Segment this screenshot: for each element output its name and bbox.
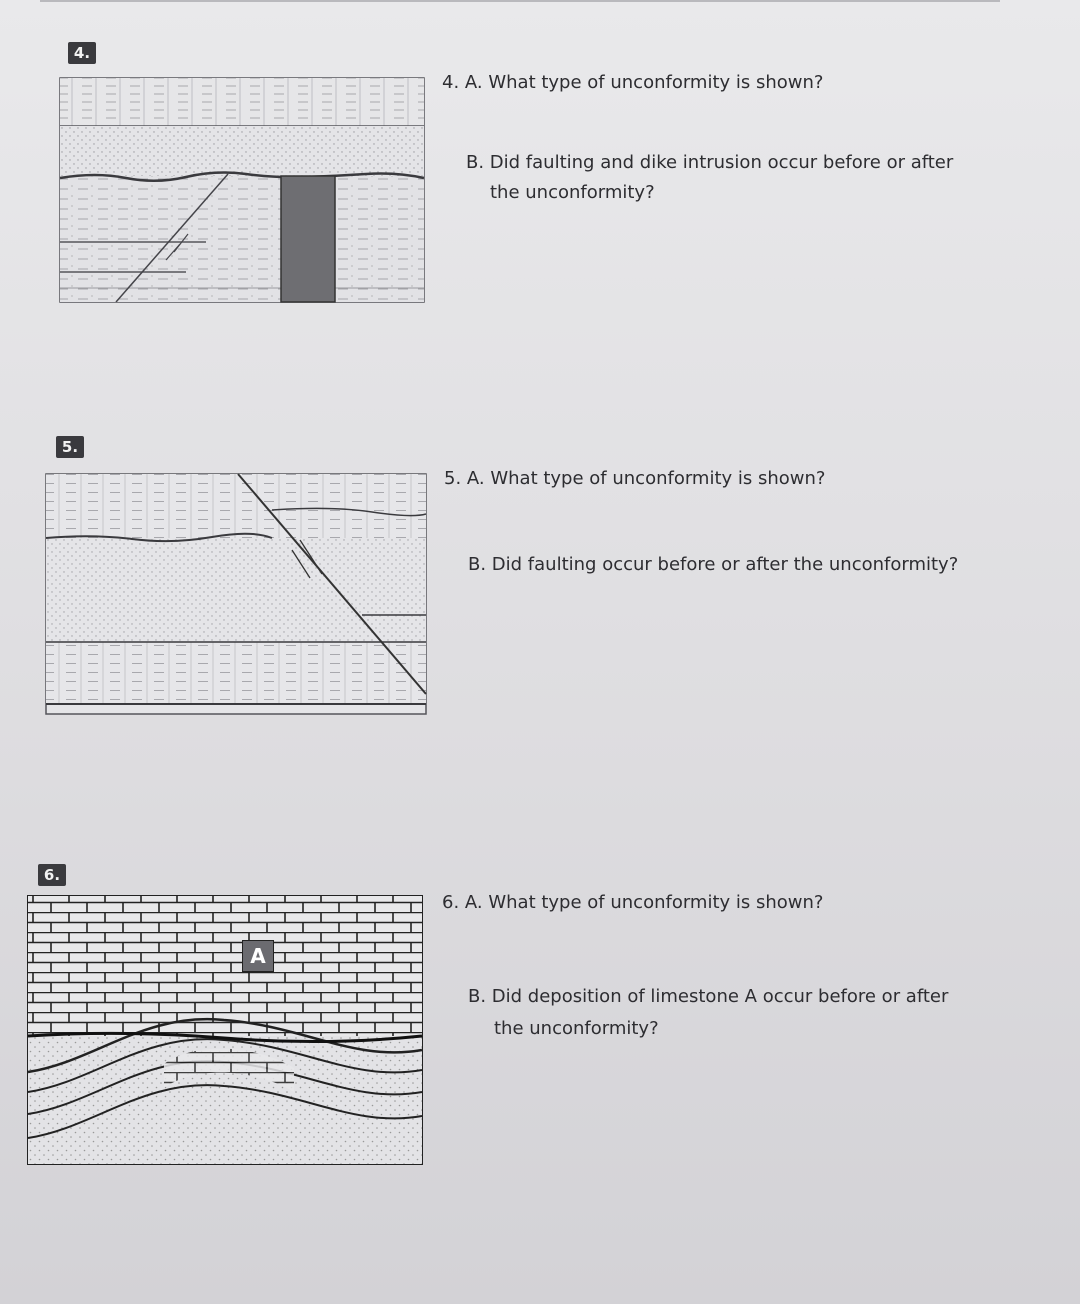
limestone-a-label: A — [242, 940, 274, 972]
problem-6-question-b-line2: the unconformity? — [494, 1018, 659, 1039]
problem-4-question-a: 4. A. What type of unconformity is shown? — [442, 72, 824, 93]
problem-6-badge: 6. — [38, 864, 66, 886]
problem-5-question-b-line1: B. Did faulting occur before or after the unconformity? — [468, 554, 959, 575]
problem-4-badge: 4. — [68, 42, 96, 64]
problem-4-question-b-line2: the unconformity? — [490, 182, 655, 203]
problem-6-question-b-line1: B. Did deposition of limestone A occur before or after — [468, 986, 949, 1007]
problem-6-question-a: 6. A. What type of unconformity is shown? — [442, 892, 824, 913]
problem-5-question-a: 5. A. What type of unconformity is shown? — [444, 468, 826, 489]
problem-5-diagram — [42, 470, 430, 718]
problem-4-diagram — [56, 74, 428, 306]
problem-6-diagram — [24, 892, 426, 1168]
problem-4-question-b-line1: B. Did faulting and dike intrusion occur before or after — [466, 152, 954, 173]
problem-5-badge: 5. — [56, 436, 84, 458]
page-top-rule — [40, 0, 1000, 2]
